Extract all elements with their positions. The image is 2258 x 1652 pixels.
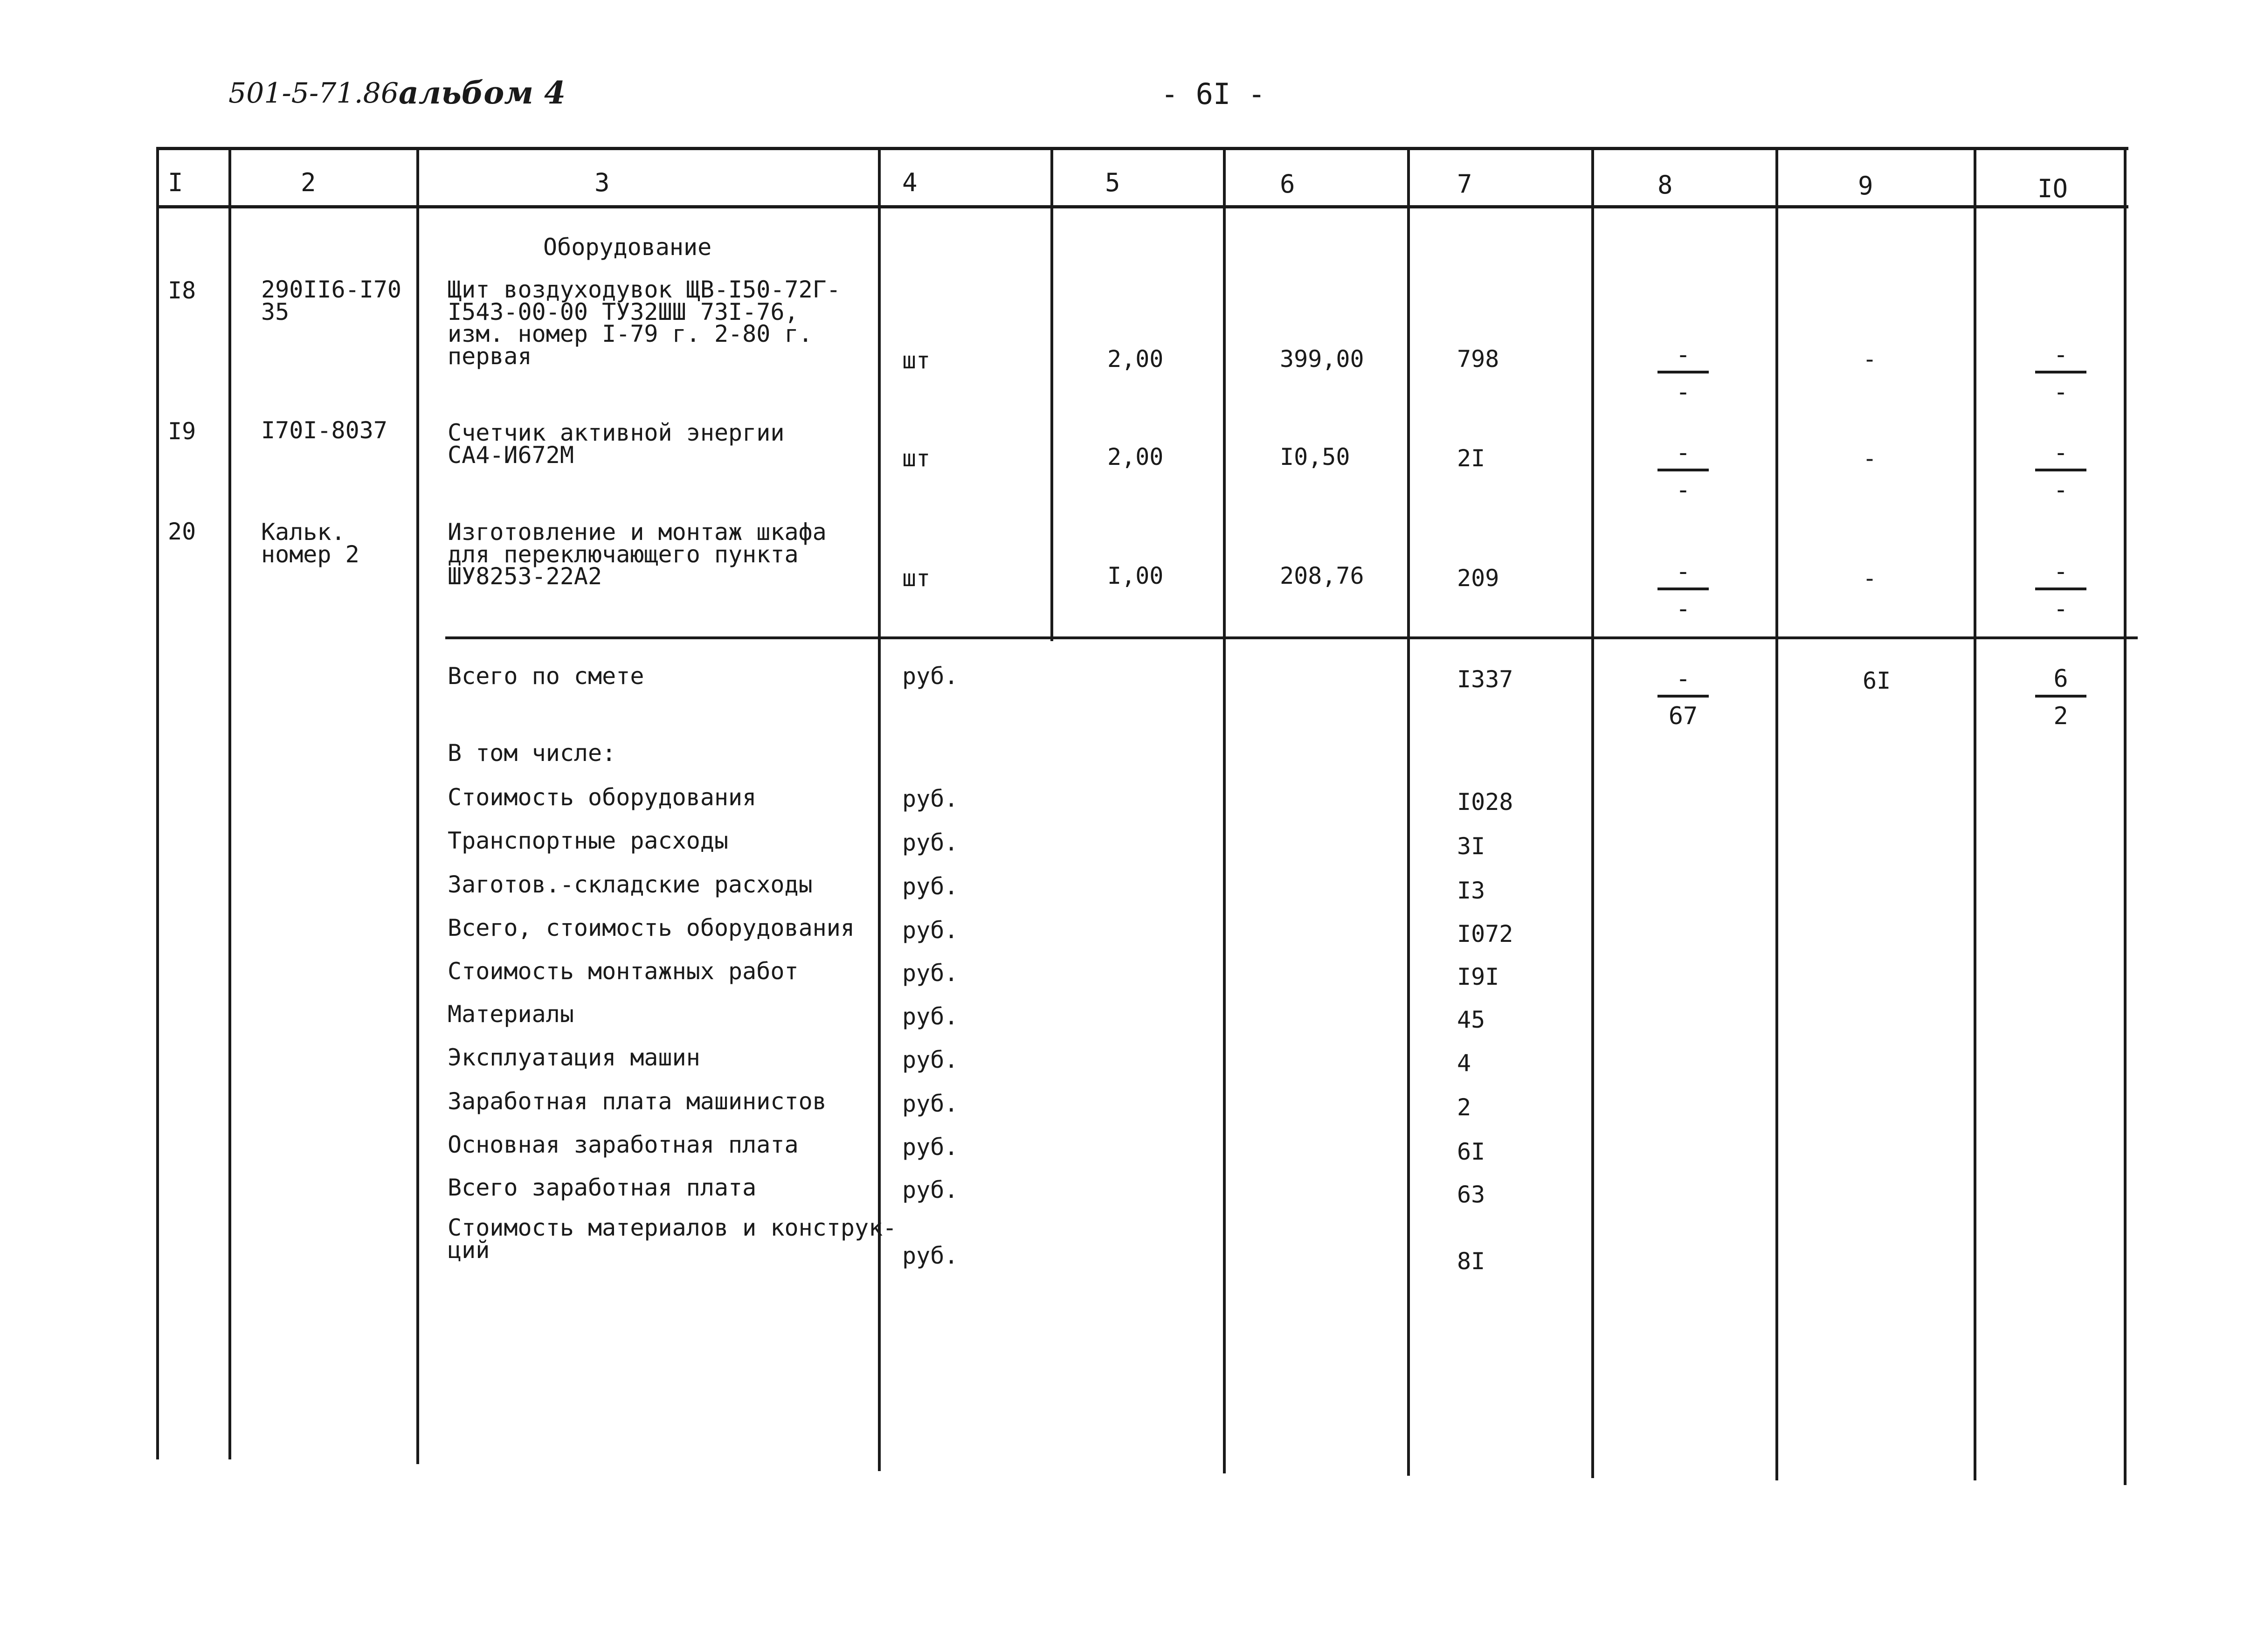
col-border-10 bbox=[2124, 147, 2127, 1485]
row-unit: шт bbox=[902, 347, 931, 374]
breakdown-label: Заготов.-складские расходы bbox=[448, 871, 813, 898]
table-top-border bbox=[156, 147, 2128, 150]
page-number: - 6I - bbox=[1161, 77, 1265, 111]
row-total: 2I bbox=[1457, 445, 1485, 472]
row-code: I70I-8037 bbox=[261, 417, 387, 444]
breakdown-label: Транспортные расходы bbox=[448, 827, 729, 854]
row-code: Кальк. номер 2 bbox=[261, 518, 359, 568]
breakdown-value: 45 bbox=[1457, 1006, 1485, 1033]
row-price: 399,00 bbox=[1280, 346, 1364, 373]
row-number: 20 bbox=[168, 518, 196, 545]
header-bottom-border bbox=[156, 205, 2128, 208]
breakdown-unit: руб. bbox=[902, 1242, 959, 1269]
breakdown-label: Заработная плата машинистов bbox=[448, 1088, 827, 1115]
fraction-numerator: - bbox=[1676, 558, 1691, 586]
breakdown-label: Основная заработная плата bbox=[448, 1131, 799, 1158]
col-header-6: 6 bbox=[1280, 169, 1295, 199]
row-unit: шт bbox=[902, 565, 931, 592]
fraction-bar bbox=[2035, 469, 2086, 471]
breakdown-value: I028 bbox=[1457, 788, 1513, 816]
col-border-6 bbox=[1407, 147, 1410, 1476]
breakdown-unit: руб. bbox=[902, 1134, 959, 1161]
col-border-4 bbox=[1050, 147, 1053, 641]
row-qty: 2,00 bbox=[1107, 443, 1164, 470]
row-col9: - bbox=[1863, 445, 1877, 472]
fraction-numerator: - bbox=[2053, 341, 2068, 369]
col-border-8 bbox=[1775, 147, 1778, 1480]
fraction-bar bbox=[2035, 695, 2086, 698]
fraction-bar bbox=[1657, 469, 1709, 471]
col-header-7: 7 bbox=[1457, 169, 1472, 199]
row-qty: 2,00 bbox=[1107, 346, 1164, 373]
breakdown-label: Всего, стоимость оборудования bbox=[448, 914, 855, 941]
fraction-numerator: - bbox=[1676, 439, 1691, 467]
summary-total: I337 bbox=[1457, 666, 1513, 693]
row-col10-fraction bbox=[2035, 343, 2086, 404]
fraction-denominator: 67 bbox=[1668, 702, 1698, 730]
row-col8-fraction bbox=[1657, 343, 1709, 404]
fraction-numerator: - bbox=[1676, 341, 1691, 369]
fraction-denominator: - bbox=[1676, 378, 1691, 406]
section-divider bbox=[445, 636, 2138, 639]
fraction-numerator: - bbox=[1676, 665, 1691, 693]
breakdown-unit: руб. bbox=[902, 960, 959, 987]
breakdown-unit: руб. bbox=[902, 1003, 959, 1030]
section-title: Оборудование bbox=[543, 234, 712, 261]
col-border-9 bbox=[1974, 147, 1976, 1480]
col-header-3: 3 bbox=[594, 168, 610, 197]
summary-col10-fraction bbox=[2035, 667, 2086, 728]
document-code: 501-5-71.86 bbox=[228, 77, 399, 110]
breakdown-value: 8I bbox=[1457, 1248, 1485, 1275]
album-label: альбом 4 bbox=[399, 75, 566, 111]
col-border-7 bbox=[1591, 147, 1594, 1478]
breakdown-value: 2 bbox=[1457, 1094, 1471, 1121]
fraction-bar bbox=[1657, 588, 1709, 590]
fraction-denominator: 2 bbox=[2053, 702, 2068, 730]
col-header-8: 8 bbox=[1657, 170, 1673, 200]
row-col10-fraction bbox=[2035, 560, 2086, 621]
col-header-9: 9 bbox=[1858, 171, 1873, 200]
fraction-bar bbox=[2035, 588, 2086, 590]
col-header-10: IO bbox=[2037, 174, 2068, 203]
row-qty: I,00 bbox=[1107, 562, 1164, 589]
breakdown-label: Стоимость материалов и конструк- ций bbox=[448, 1214, 897, 1264]
row-total: 798 bbox=[1457, 346, 1499, 373]
fraction-denominator: - bbox=[1676, 595, 1691, 623]
col-border-3 bbox=[878, 147, 881, 1471]
fraction-denominator: - bbox=[2053, 595, 2068, 623]
fraction-numerator: - bbox=[2053, 439, 2068, 467]
breakdown-label: Эксплуатация машин bbox=[448, 1044, 700, 1071]
breakdown-unit: руб. bbox=[902, 1176, 959, 1203]
row-name: Щит воздуходувок ЩВ-I50-72Г- I543-00-00 ТУ32ШШ 73I-76, изм. номер I-79 г. 2-80 г. первая bbox=[448, 276, 841, 370]
row-col10-fraction bbox=[2035, 441, 2086, 502]
fraction-numerator: 6 bbox=[2053, 665, 2068, 693]
breakdown-unit: руб. bbox=[902, 829, 959, 856]
breakdown-unit: руб. bbox=[902, 873, 959, 900]
col-border-0 bbox=[156, 147, 159, 1459]
col-border-5 bbox=[1223, 147, 1226, 1473]
fraction-denominator: - bbox=[1676, 476, 1691, 504]
breakdown-label: Стоимость оборудования bbox=[448, 784, 757, 811]
breakdown-value: I9I bbox=[1457, 963, 1499, 990]
row-col8-fraction bbox=[1657, 441, 1709, 502]
col-header-4: 4 bbox=[902, 168, 918, 197]
breakdown-value: I3 bbox=[1457, 877, 1485, 904]
fraction-bar bbox=[2035, 371, 2086, 373]
row-number: I8 bbox=[168, 277, 196, 304]
row-price: 208,76 bbox=[1280, 562, 1364, 589]
fraction-bar bbox=[1657, 695, 1709, 698]
breakdown-label: Материалы bbox=[448, 1001, 574, 1028]
col-header-1: I bbox=[168, 168, 183, 197]
summary-col9: 6I bbox=[1863, 667, 1891, 694]
row-col9: - bbox=[1863, 346, 1877, 373]
row-col9: - bbox=[1863, 565, 1877, 592]
row-total: 209 bbox=[1457, 565, 1499, 592]
breakdown-value: 63 bbox=[1457, 1181, 1485, 1208]
including-label: В том числе: bbox=[448, 740, 616, 767]
fraction-bar bbox=[1657, 371, 1709, 373]
row-name: Счетчик активной энергии СА4-И672М bbox=[448, 419, 785, 469]
breakdown-unit: руб. bbox=[902, 1046, 959, 1073]
breakdown-unit: руб. bbox=[902, 917, 959, 944]
breakdown-unit: руб. bbox=[902, 1090, 959, 1117]
col-header-5: 5 bbox=[1105, 168, 1120, 197]
fraction-denominator: - bbox=[2053, 476, 2068, 504]
breakdown-value: 3I bbox=[1457, 833, 1485, 860]
row-unit: шт bbox=[902, 445, 931, 472]
breakdown-value: 4 bbox=[1457, 1050, 1471, 1077]
breakdown-value: I072 bbox=[1457, 920, 1513, 947]
summary-label: Всего по смете bbox=[448, 663, 644, 690]
row-number: I9 bbox=[168, 418, 196, 445]
fraction-denominator: - bbox=[2053, 378, 2068, 406]
breakdown-unit: руб. bbox=[902, 785, 959, 812]
breakdown-label: Всего заработная плата bbox=[448, 1174, 757, 1201]
breakdown-value: 6I bbox=[1457, 1138, 1485, 1165]
row-name: Изготовление и монтаж шкафа для переключающего пункта ШУ8253-22А2 bbox=[448, 518, 827, 590]
summary-col8-fraction bbox=[1657, 667, 1709, 728]
fraction-numerator: - bbox=[2053, 558, 2068, 586]
col-border-1 bbox=[228, 147, 231, 1459]
row-price: I0,50 bbox=[1280, 443, 1350, 470]
breakdown-label: Стоимость монтажных работ bbox=[448, 958, 799, 985]
col-header-2: 2 bbox=[301, 168, 316, 197]
col-border-2 bbox=[416, 147, 419, 1464]
row-code: 290II6-I70 35 bbox=[261, 276, 402, 325]
row-col8-fraction bbox=[1657, 560, 1709, 621]
summary-unit: руб. bbox=[902, 663, 959, 690]
